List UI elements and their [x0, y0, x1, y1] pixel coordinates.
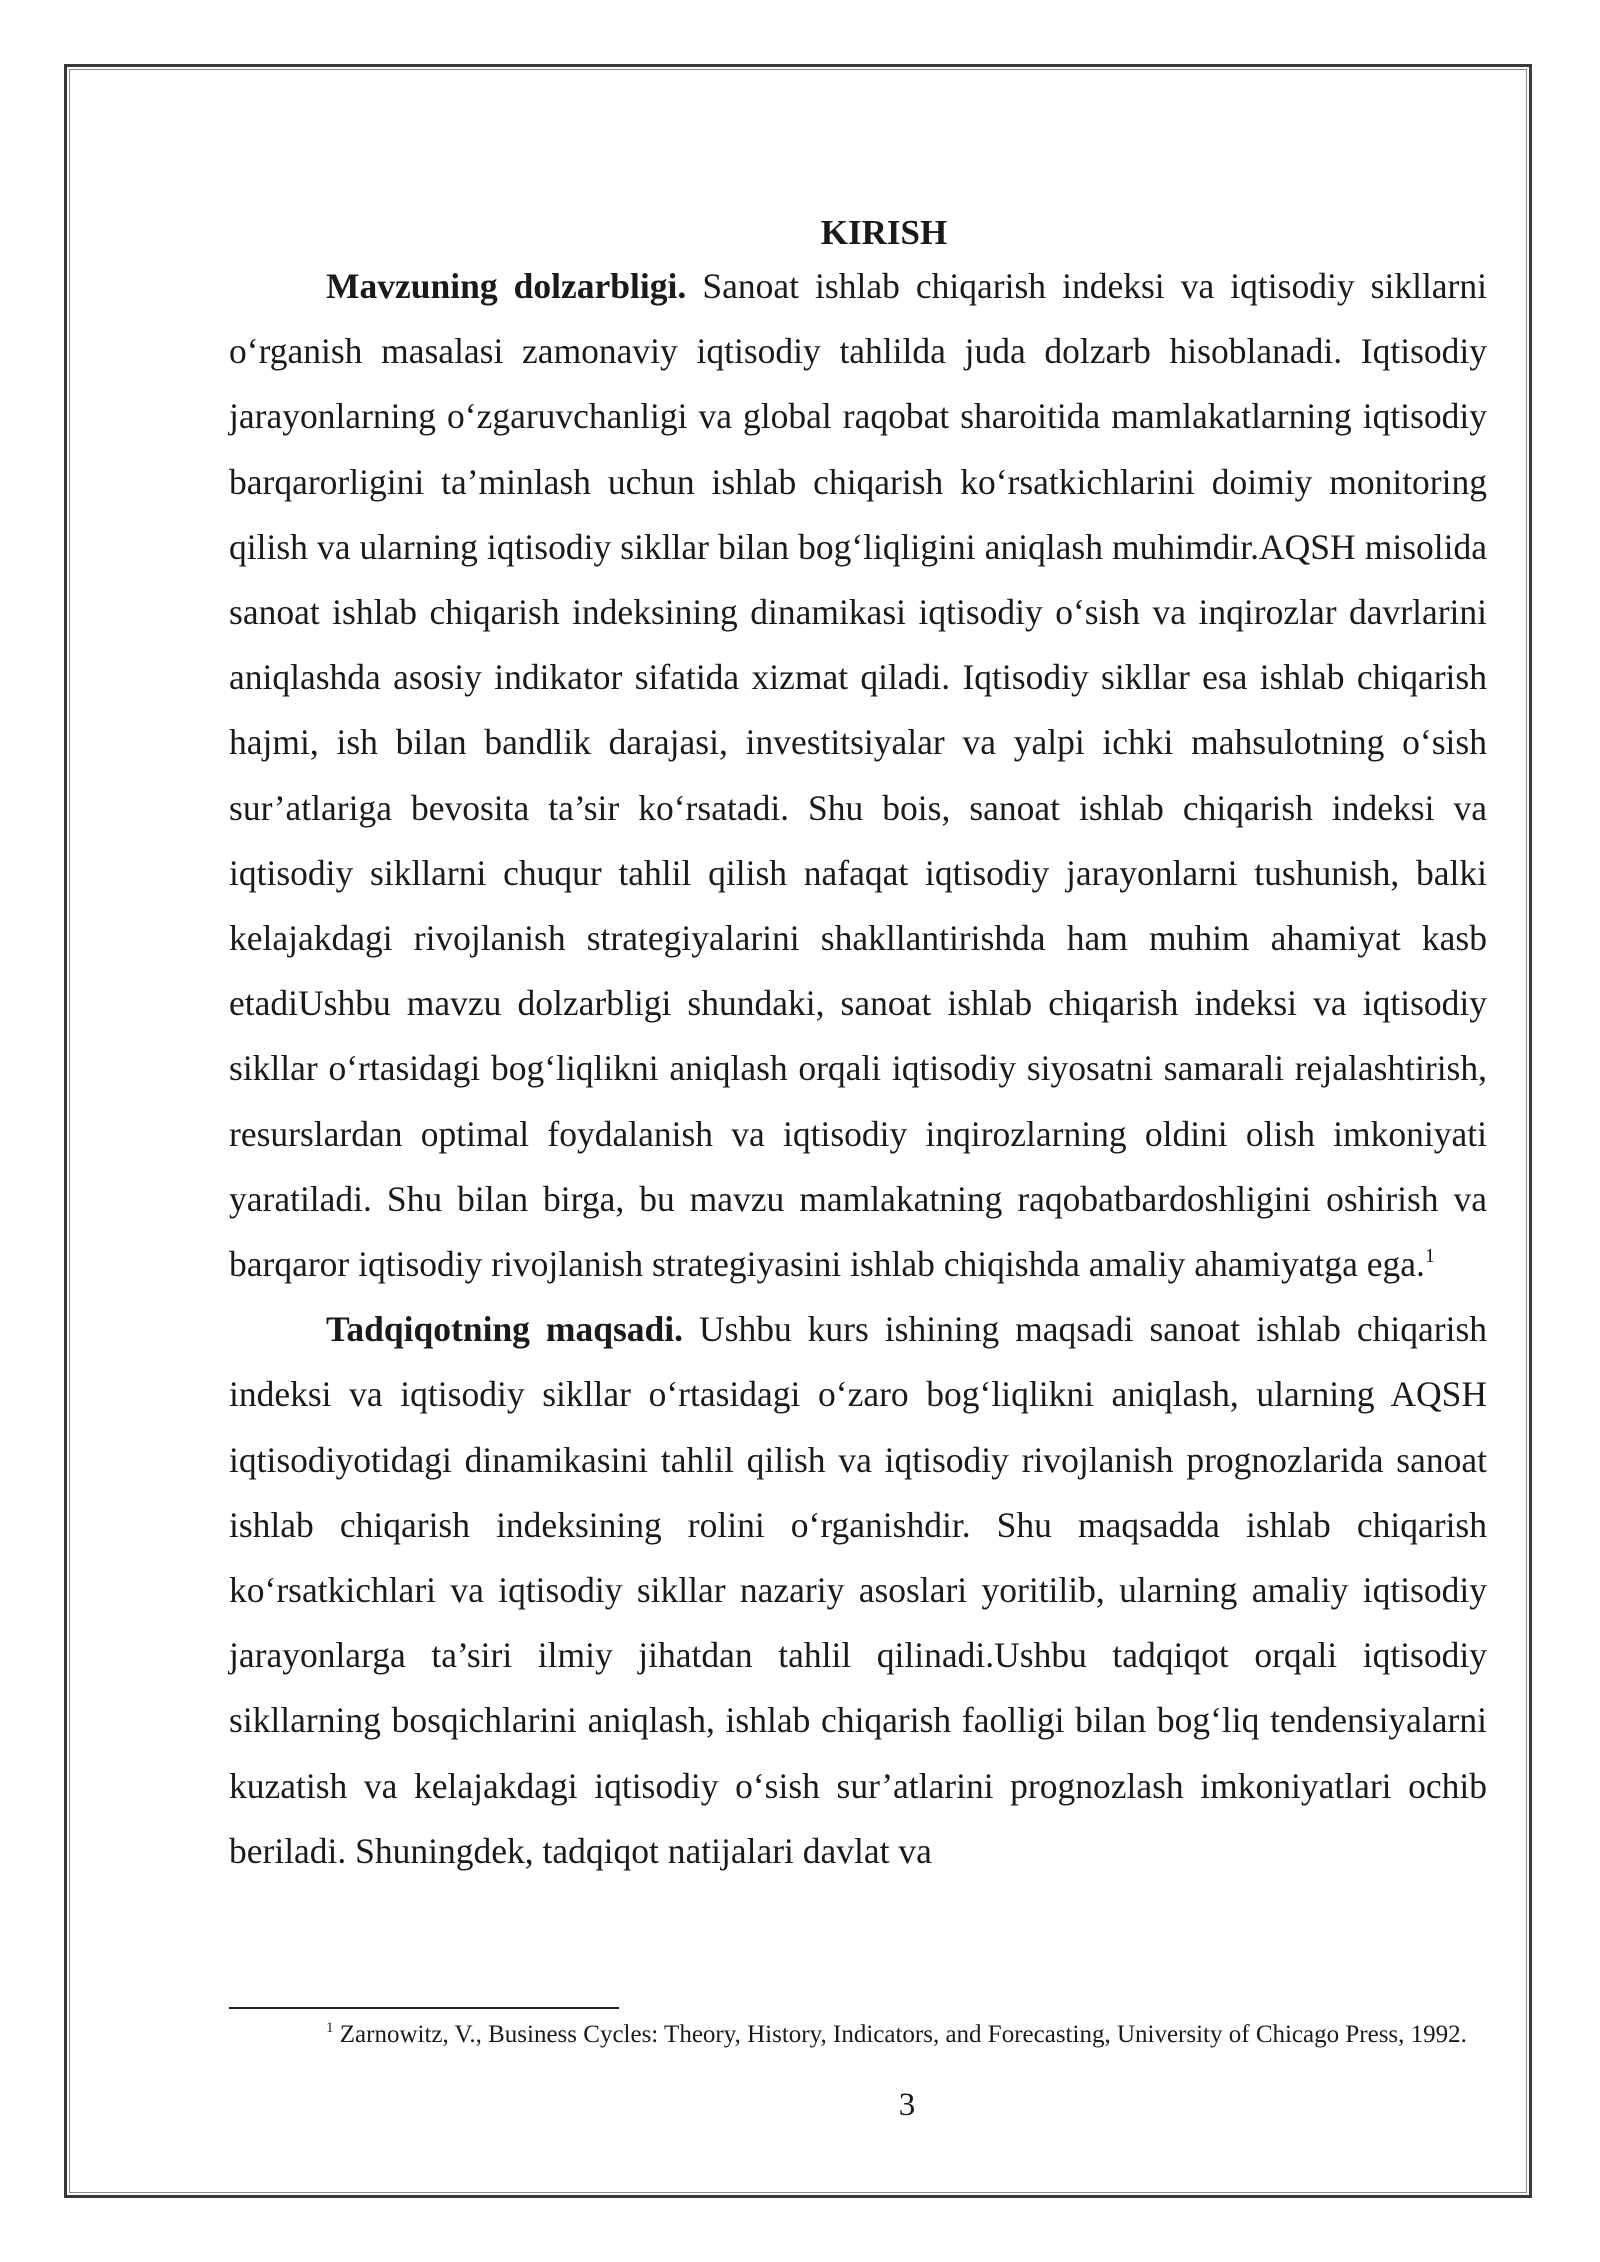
- paragraph-relevance: [229, 254, 1487, 1297]
- footnote-number: 1: [326, 2020, 334, 2036]
- paragraph-body: Ushbu kurs ishining maqsadi sanoat ishlab chiqarish indeksi va iqtisodiy sikllar o‘rtasidagi o‘zaro bog‘liqlikni aniqlash, ularning AQSH iqtisodiyotidagi dinamikasini tahlil qilish va iqtisodiy rivojlanish prognozlarida sanoat ishlab chiqarish indeksining rolini o‘rganishdir. Shu maqsadda ishlab chiqarish ko‘rsatkichlari va iqtisodiy sikllar nazariy asoslari yoritilib, ularning amaliy iqtisodiy jarayonlarga ta’siri ilmiy jihatdan tahlil qilinadi.Ushbu tadqiqot orqali iqtisodiy sikllarning bosqichlarini aniqlash, ishlab chiqarish faolligi bilan bog‘liq tendensiyalarni kuzatish va kelajakdagi iqtisodiy o‘sish sur’atlarini prognozlash imkoniyatlari ochib beriladi. Shuningdek, tadqiqot natijalari davlat va: [229, 1309, 1488, 1871]
- footnote-separator: [229, 2007, 619, 2009]
- page-title: KIRISH: [820, 213, 948, 252]
- page-content: [229, 212, 1487, 1884]
- footnote-reference[interactable]: 1: [1424, 1245, 1435, 1268]
- footnote-text: Zarnowitz, V., Business Cycles: Theory, History, Indicators, and Forecasting, University of Chicago Press, 1992.: [333, 2021, 1467, 2048]
- footnote: [229, 2019, 1487, 2051]
- paragraph-heading: Mavzuning dolzarbligi.: [326, 266, 687, 306]
- paragraph-heading: Tadqiqotning maqsadi.: [326, 1309, 684, 1350]
- paragraph-objective: [229, 1297, 1487, 1884]
- page-number: 3: [898, 2087, 916, 2123]
- paragraph-body: Sanoat ishlab chiqarish indeksi va iqtisodiy sikllarni o‘rganish masalasi zamonaviy iqtisodiy tahlilda juda dolzarb hisoblanadi. Iqtisodiy jarayonlarning o‘zgaruvchanligi va global raqobat sharoitida mamlakatlarning iqtisodiy barqarorligini ta’minlash uchun ishlab chiqarish ko‘rsatkichlarini doimiy monitoring qilish va ularning iqtisodiy sikllar bilan bog‘liqligini aniqlash muhimdir.AQSH misolida sanoat ishlab chiqarish indeksining dinamikasi iqtisodiy o‘sish va inqirozlar davrlarini aniqlashda asosiy indikator sifatida xizmat qiladi. Iqtisodiy sikllar esa ishlab chiqarish hajmi, ish bilan bandlik darajasi, investitsiyalar va yalpi ichki mahsulotning o‘sish sur’atlariga bevosita ta’sir ko‘rsatadi. Shu bois, sanoat ishlab chiqarish indeksi va iqtisodiy sikllarni chuqur tahlil qilish nafaqat iqtisodiy jarayonlarni tushunish, balki kelajakdagi rivojlanish strategiyalarini shakllantirishda ham muhim ahamiyat kasb etadiUshbu mavzu dolzarbligi shundaki, sanoat ishlab chiqarish indeksi va iqtisodiy sikllar o‘rtasidagi bog‘liqlikni aniqlash orqali iqtisodiy siyosatni samarali rejalashtirish, resurslardan optimal foydalanish va iqtisodiy inqirozlarning oldini olish imkoniyati yaratiladi. Shu bilan birga, bu mavzu mamlakatning raqobatbardoshligini oshirish va barqaror iqtisodiy rivojlanish strategiyasini ishlab chiqishda amaliy ahamiyatga ega.: [229, 266, 1487, 1285]
